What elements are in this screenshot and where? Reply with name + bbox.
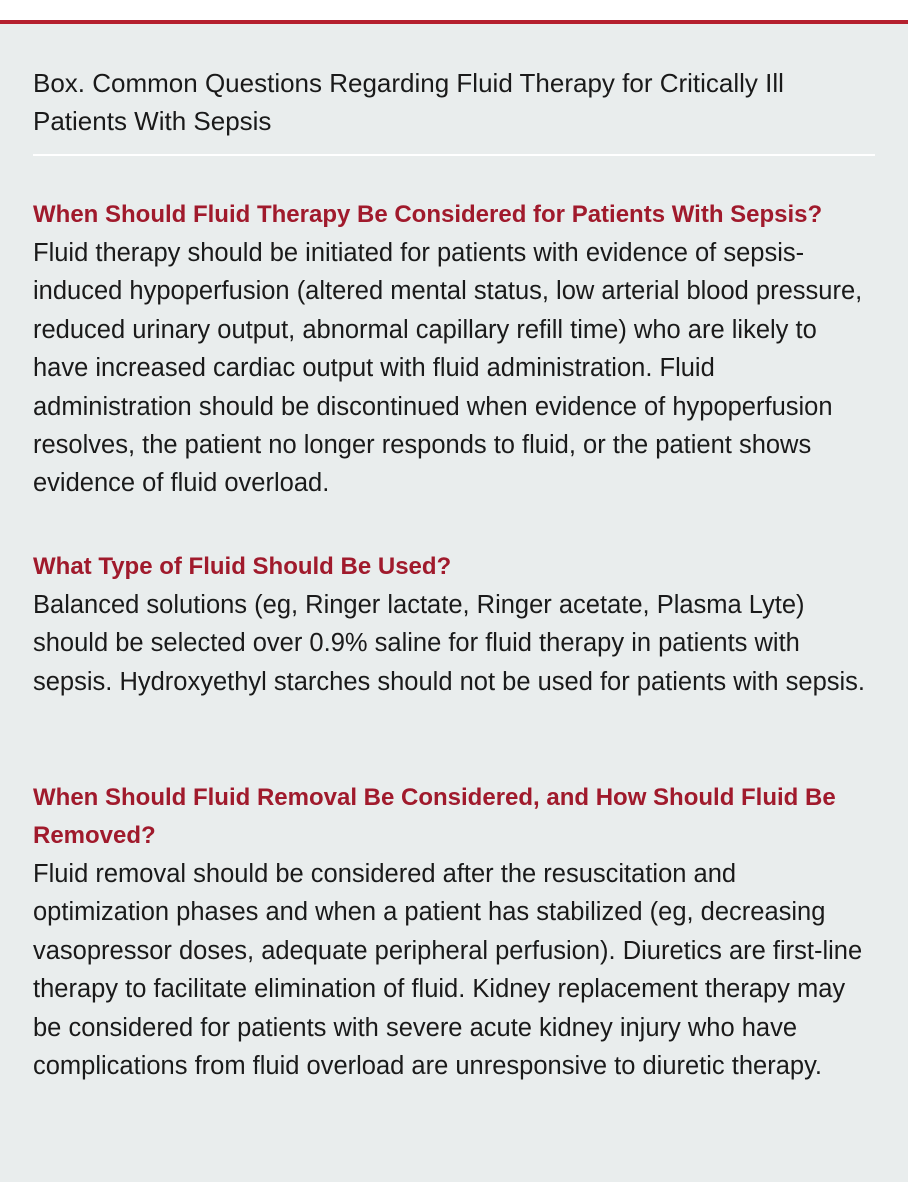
section-body: Fluid removal should be considered after the resuscitation and optimization phases and when a patient has stabilized (eg, decreasing vasopressor doses, adequate peripheral perfusion). Diuretics are first-line therapy to facilitate elimination of fluid. Kidney replacement therapy may be considered for patients with severe acute kidney injury who have complications from fluid overload are unresponsive to diuretic therapy. [33,860,863,1081]
section-heading: When Should Fluid Therapy Be Considered for Patients With Sepsis? [33,201,823,228]
info-box [0,20,908,1182]
section-fluid-removal [33,779,878,1085]
bottom-margin [0,1182,908,1200]
section-body: Balanced solutions (eg, Ringer lactate, Ringer acetate, Plasma Lyte) should be selected over 0.9% saline for fluid therapy in patients with sepsis. Hydroxyethyl starches should not be used for patients with sepsis. [33,591,865,696]
section-heading: When Should Fluid Removal Be Considered, and How Should Fluid Be Removed? [33,784,836,849]
box-title: Box. Common Questions Regarding Fluid Therapy for Critically Ill Patients With Sepsis [33,68,784,136]
section-when-fluid-therapy [33,196,878,503]
title-divider [33,154,875,156]
section-fluid-type [33,548,878,701]
section-body: Fluid therapy should be initiated for patients with evidence of sepsis-induced hypoperfusion (altered mental status, low arterial blood pressure, reduced urinary output, abnormal capillary refill time) who are likely to have increased cardiac output with fluid administration. Fluid administration should be discontinued when evidence of hypoperfusion resolves, the patient no longer responds to fluid, or the patient shows evidence of fluid overload. [33,239,863,498]
top-margin [0,0,908,20]
section-heading: What Type of Fluid Should Be Used? [33,553,452,580]
